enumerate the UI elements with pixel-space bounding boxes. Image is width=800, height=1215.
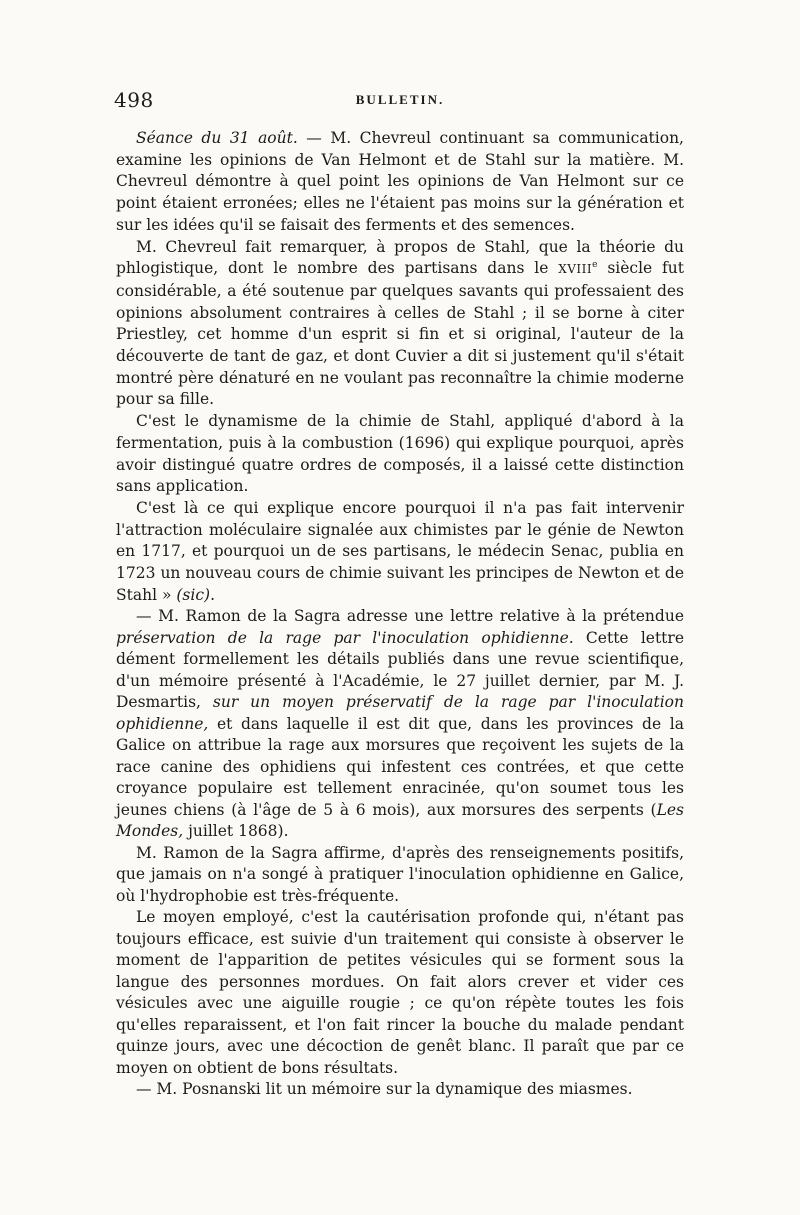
page-header [114, 88, 686, 118]
paragraph-moyen: Le moyen employé, c'est la cautérisation profonde qui, n'étant pas toujours efficace, est suivie d'un traitement qui consiste à observer le moment de l'apparition de petites vésicules qui se forment sous la langue des personnes mordues. On fait alors crever et vider ces vésicules avec une aiguille rougie ; ce qu'on répète toutes les fois qu'elles reparaissent, et l'on fait rincer la bouche du malade pendant quinze jours, avec une décoction de genêt blanc. Il paraît que par ce moyen on obtient de bons résultats. [116, 908, 684, 1077]
paragraph-dynamisme: C'est le dynamisme de la chimie de Stahl, appliqué d'abord à la fermentation, puis à la combustion (1696) qui explique pourquoi, après avoir distingué quatre ordres de composés, il a laissé cette distinction sans application. [116, 412, 684, 496]
cited-source: Les Mondes, [116, 800, 684, 841]
paragraph-text: — M. Ramon de la Sagra adresse une lettre relative à la prétendue [136, 607, 684, 626]
article-body [116, 128, 684, 1101]
paragraph-ramon-affirme: M. Ramon de la Sagra affirme, d'après des renseignements positifs, que jamais on n'a songé à pratiquer l'inoculation ophidienne en Galice, où l'hydrophobie est très-fréquente. [116, 843, 684, 905]
sic-note: (sic) [176, 585, 211, 604]
paragraph-text: — M. Chevreul continuant sa communication, examine les opinions de Van Helmont et de Stahl sur la matière. M. Chevreul démontre à quel point les opinions de Van Helmont sur ce point étaient erronées; elles ne l'étaient pas moins sur la génération et sur les idées qu'il se faisait des ferments et des semences. [116, 129, 684, 234]
paragraph-text: siècle fut considérable, a été soutenue par quelques savants qui professaient des opinions absolument contraires à celles de Stahl ; il se borne à citer Priestley, cet homme d'un esprit si fin et si original, l'auteur de la découverte de tant de gaz, et dont Cuvier a dit si justement qu'il s'était montré père dénaturé en ne voulant pas reconnaître la chimie moderne pour sa fille. [116, 259, 685, 409]
paragraph-newton [116, 498, 684, 607]
paragraph-end: . [210, 585, 215, 604]
seance-date: Séance du 31 août. [136, 129, 298, 147]
running-title: BULLETIN. [355, 92, 445, 107]
page-number: 498 [114, 88, 154, 112]
cited-title-2: sur un moyen préservatif de la rage par l'inoculation ophidienne, [116, 693, 684, 733]
paragraph-end: juillet 1868). [183, 822, 289, 841]
paragraph-text: Cette lettre dément formellement les détails publiés dans une revue scientifique, d'un mémoire présenté à l'Académie, le 27 juillet dernier, par M. J. Desmartis, [116, 628, 684, 712]
cited-title-1: préservation de la rage par l'inoculation ophidienne. [116, 628, 574, 647]
paragraph-text: C'est là ce qui explique encore pourquoi il n'a pas fait intervenir l'attraction moléculaire signalée aux chimistes par le génie de Newton en 1717, et pourquoi un de ses partisans, le médecin Senac, publia en 1723 un nouveau cours de chimie suivant les principes de Newton et de Stahl » [116, 498, 684, 604]
paragraph-seance [116, 128, 684, 237]
paragraph-phlogistique [116, 237, 684, 412]
paragraph-posnanski: — M. Posnanski lit un mémoire sur la dynamique des miasmes. [136, 1080, 633, 1099]
century-numeral: XVIII [558, 262, 593, 277]
paragraph-text: et dans laquelle il est dit que, dans les provinces de la Galice on attribue la rage aux morsures que reçoivent les sujets de la race canine des ophidiens qui infestent ces contrées, et que cette croyance populaire est tellement enracinée, qu'on soumet tous les jeunes chiens (à l'âge de 5 à 6 mois), aux morsures des serpents ( [116, 714, 684, 819]
paragraph-ramon-letter [116, 606, 684, 843]
century-superscript: e [592, 260, 598, 271]
paragraph-text: M. Chevreul fait remarquer, à propos de Stahl, que la théorie du phlogistique, dont le nombre des partisans dans le [116, 237, 684, 278]
